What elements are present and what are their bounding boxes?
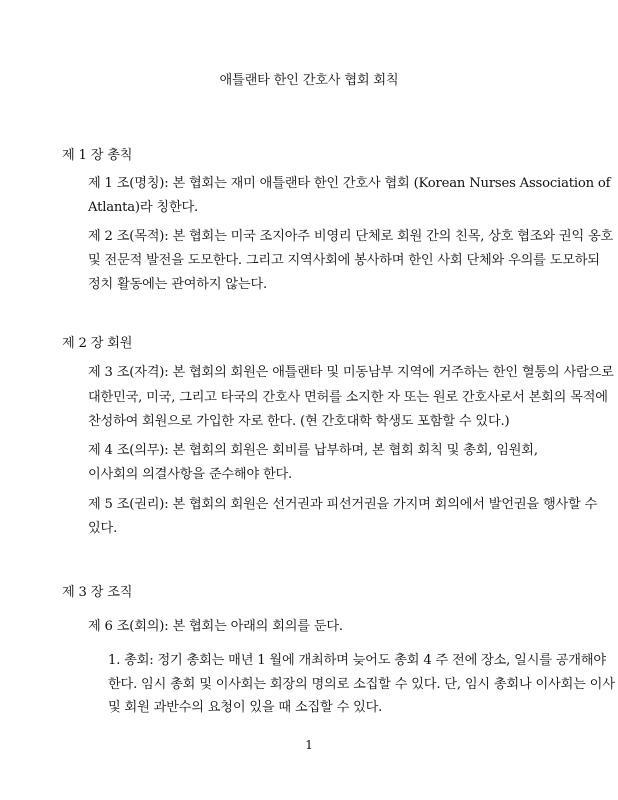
article-line: 정치 활동에는 관여하지 않는다. xyxy=(88,277,267,292)
article-line: 있다. xyxy=(88,521,118,536)
article-line: 제 3 조(자격): 본 협회의 회원은 애틀랜타 및 미동남부 지역에 거주하는 한인 혈통의 사람으로 xyxy=(88,365,614,380)
list-item-line: 한다. 임시 총회 및 이사회는 회장의 명의로 소집할 수 있다. 단, 임시 총회나 이사회는 이사 xyxy=(108,677,615,692)
article-line: Atlanta)라 칭한다. xyxy=(88,200,199,215)
article-line: 이사회의 의결사항을 준수해야 한다. xyxy=(88,467,293,482)
article-line: 제 2 조(목적): 본 협회는 미국 조지아주 비영리 단체로 회원 간의 친목, 상호 협조와 권익 옹호 xyxy=(88,229,614,244)
chapter-heading: 제 3 장 조직 xyxy=(62,585,133,600)
chapter-heading: 제 2 장 회원 xyxy=(62,336,133,351)
list-item-line: 및 회원 과반수의 요청이 있을 때 소집할 수 있다. xyxy=(108,700,383,715)
page-number: 1 xyxy=(305,738,313,752)
article-line: 제 6 조(회의): 본 협회는 아래의 회의를 둔다. xyxy=(88,619,343,634)
document-title: 애틀랜타 한인 간호사 협회 회칙 xyxy=(219,73,399,88)
article-line: 제 4 조(의무): 본 협회의 회원은 회비를 납부하며, 본 협회 회칙 및 총회, 임원회, xyxy=(88,443,538,458)
article-line: 및 전문적 발전을 도모한다. 그리고 지역사회에 봉사하며 한인 사회 단체와 우의를 도모하되 xyxy=(88,253,600,268)
article-line: 제 5 조(권리): 본 협회의 회원은 선거권과 피선거권을 가지며 회의에서 발언권을 행사할 수 xyxy=(88,497,598,512)
article-line: 대한민국, 미국, 그리고 타국의 간호사 면허를 소지한 자 또는 원로 간호사로서 본회의 목적에 xyxy=(88,390,608,405)
list-item-line: 1. 총회: 정기 총회는 매년 1 월에 개최하며 늦어도 총회 4 주 전에 장소, 일시를 공개해야 xyxy=(108,653,606,668)
article-line: 찬성하여 회원으로 가입한 자로 한다. (현 간호대학 학생도 포함할 수 있다.) xyxy=(88,414,510,429)
chapter-heading: 제 1 장 총칙 xyxy=(62,148,133,163)
article-line: 제 1 조(명칭): 본 협회는 재미 애틀랜타 한인 간호사 협회 (Korean Nurses Association of xyxy=(88,176,611,191)
